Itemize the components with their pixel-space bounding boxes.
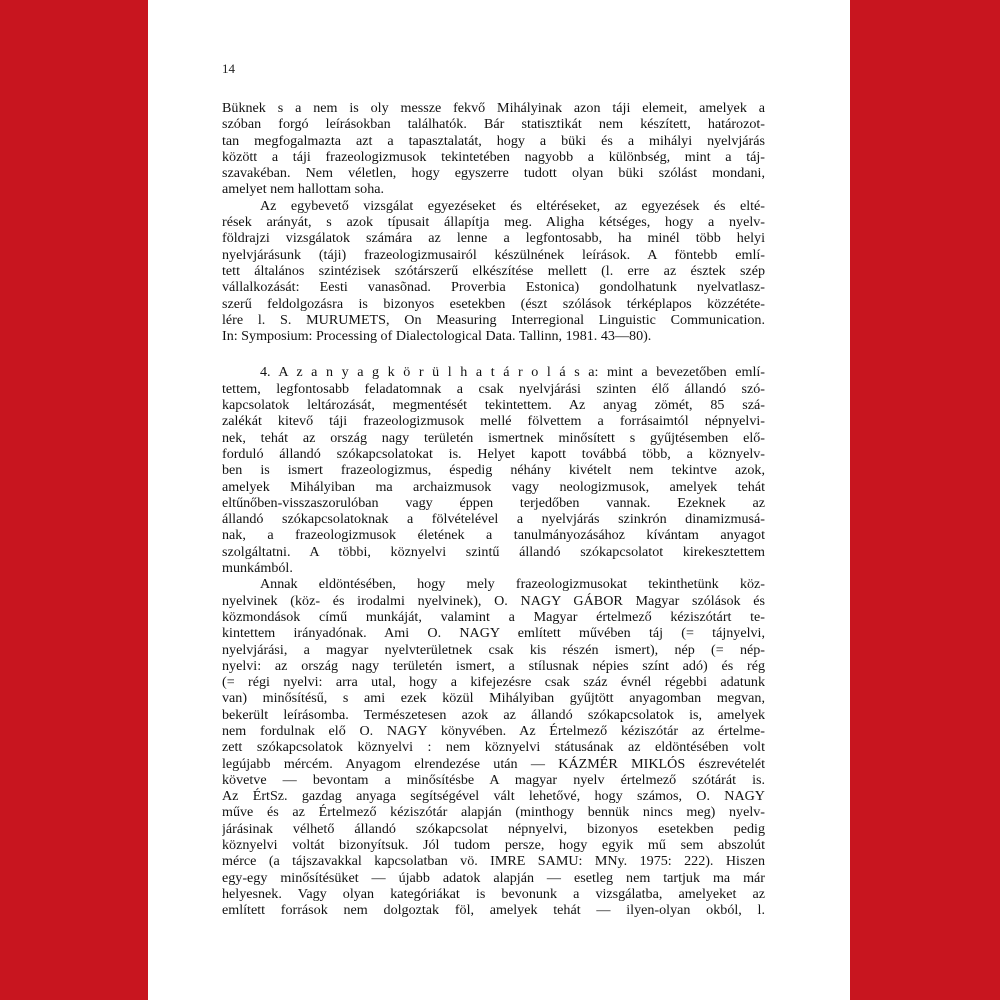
text-line: nem fordulnak elő O. NAGY könyvében. Az Értelmező kéziszótár az értelme- — [222, 722, 765, 739]
text-line: tettem, legfontosabb feladatomnak a csak nyelvjárási szinten élő állandó szó- — [222, 380, 765, 397]
text-line: műve és az Értelmező kéziszótár alapján (minthogy bennük nincs meg) nyelv- — [222, 804, 765, 821]
text-line: köznyelvi voltát bizonyítsuk. Jól tudom persze, hogy egyik mű sem abszolút — [222, 837, 765, 854]
body-text — [222, 100, 765, 919]
text-line: nyelvjárásunk (táji) frazeologizmusairól készülnének leírások. A föntebb emlí- — [222, 246, 765, 263]
text-line: kapcsolatok leltározását, megmentését tekintettem. Az anyag zömét, 85 szá- — [222, 397, 765, 414]
text-line: földrajzi vizsgálatok számára az lenne a legfontosabb, ha minél több helyi — [222, 230, 765, 247]
text-line: amelyek Mihályiban ma archaizmusok vagy neologizmusok, amelyek tehát — [222, 478, 765, 495]
text-line: Annak eldöntésében, hogy mely frazeologizmusokat tekinthetünk köz- — [260, 576, 765, 593]
text-line: forduló állandó szókapcsolatokat is. Helyet kapott továbbá több, a köznyelv- — [222, 445, 765, 462]
text-line: között a táji frazeologizmusok tekintetében nagyobb a különbség, mint a táj- — [222, 148, 765, 165]
text-line: szavakéban. Nem véletlen, hogy egyszerre tudott olyan büki szólást mondani, — [222, 165, 765, 182]
text-line: szóban forgó leírásokban találhatók. Bár statisztikát nem készített, határozot- — [222, 116, 765, 133]
text-line: szerű feldolgozásra is bizonyos esetekben (észt szólások térképlapos közzététe- — [222, 295, 765, 312]
text-line: helyesnek. Vagy olyan kategóriákat is bevonunk a vizsgálatba, amelyeket az — [222, 885, 765, 902]
text-line: zalékát kitevő táji frazeologizmusok mellé fölvettem a forrásaimtól népnyelvi- — [222, 413, 765, 430]
text-line: mérce (a tájszavakkal kapcsolatban vö. IMRE SAMU: MNy. 1975: 222). Hiszen — [222, 853, 765, 870]
text-line: van) minősítésű, s ami ezek közül Mihályiban gyűjtött anyagomban megvan, — [222, 690, 765, 707]
text-line: Az ÉrtSz. gazdag anyaga segítségével vált lehetővé, hogy számos, O. NAGY — [222, 788, 765, 805]
text-line: In: Symposium: Processing of Dialectological Data. Tallinn, 1981. 43—80). — [222, 328, 652, 345]
text-line: legújabb mércém. Anyagom elrendezése után — KÁZMÉR MIKLÓS észrevételét — [222, 755, 765, 772]
text-line: vállalkozását: Eesti vanasõnad. Proverbia Estonica) gondolhatunk nyelvatlasz- — [222, 279, 765, 296]
text-line: nyelvjárási, a magyar nyelvterületnek csak kis részén ismert), nép (= nép- — [222, 641, 765, 658]
text-line: amelyet nem hallottam soha. — [222, 181, 385, 198]
text-line: járásinak vélhető állandó szókapcsolat népnyelvi, bizonyos esetekben pedig — [222, 820, 765, 837]
page-number: 14 — [222, 61, 235, 76]
text-line: tan megfogalmazta azt a tapasztalatát, hogy a büki és a mihályi nyelvjárás — [222, 132, 765, 149]
text-line: 4. A z a n y a g k ö r ü l h a t á r o l á s a: mint a bevezetőben emlí- — [260, 364, 765, 381]
text-line: szolgáltatni. A többi, köznyelvi szintű állandó szókapcsolatot kirekesztettem — [222, 543, 765, 560]
text-line: nak, a frazeologizmusok életének a tanulmányozásához kívántam anyagot — [222, 527, 765, 544]
text-line: munkámból. — [222, 560, 293, 577]
text-line: nyelvi: az ország nagy területén ismert, a stílusnak népies színt adó) és rég — [222, 657, 765, 674]
section-gap — [222, 344, 765, 364]
text-line: nyelvinek (köz- és irodalmi nyelvinek), O. NAGY GÁBOR Magyar szólások és — [222, 592, 765, 609]
text-line: Büknek s a nem is oly messze fekvő Mihályinak azon táji elemeit, amelyek a — [222, 100, 765, 116]
text-line: (= régi nyelvi: arra utal, hogy a kifejezésre csak száz évnél régebbi adatunk — [222, 674, 765, 691]
text-line: Az egybevető vizsgálat egyezéseket és eltéréseket, az egyezések és elté- — [260, 197, 765, 214]
text-line: lére l. S. MURUMETS, On Measuring Interregional Linguistic Communication. — [222, 311, 765, 328]
text-line: követve — bevontam a minősítésbe A magyar nyelv értelmező szótárát is. — [222, 771, 765, 788]
text-line: bekerült leírásomba. Természetesen azok az állandó szókapcsolatok is, amelyek — [222, 706, 765, 723]
text-line: nek, tehát az ország nagy területén ismertnek minősített s gyűjtésemben elő- — [222, 429, 765, 446]
text-line: kintettem irányadónak. Ami O. NAGY említett művében táj (= tájnyelvi, — [222, 625, 765, 642]
text-line: ben is ismert frazeologizmus, éspedig néhány kivételt nem tekintve azok, — [222, 462, 765, 479]
text-line: említett források nem dolgoztak föl, amelyek tehát — ilyen-olyan okból, l. — [222, 902, 765, 919]
text-line: tett általános szintézisek szótárszerű elkészítése mellett (l. erre az észtek szép — [222, 262, 765, 279]
text-line: közmondások című munkáját, valamint a Magyar értelmező kéziszótárt te- — [222, 608, 765, 625]
text-line: zett szókapcsolatok köznyelvi : nem köznyelvi státusának az eldöntésében volt — [222, 739, 765, 756]
text-line: eltűnőben-visszaszorulóban vagy éppen terjedőben vannak. Ezeknek az — [222, 494, 765, 511]
text-line: rések arányát, s azok típusait állapítja meg. Aligha kétséges, hogy a nyelv- — [222, 214, 765, 231]
text-line: állandó szókapcsolatoknak a fölvételével a nyelvjárás szinkrón dinamizmusá- — [222, 511, 765, 528]
text-line: egy-egy minősítésüket — újabb adatok alapján — esetleg nem tartjuk ma már — [222, 869, 765, 886]
